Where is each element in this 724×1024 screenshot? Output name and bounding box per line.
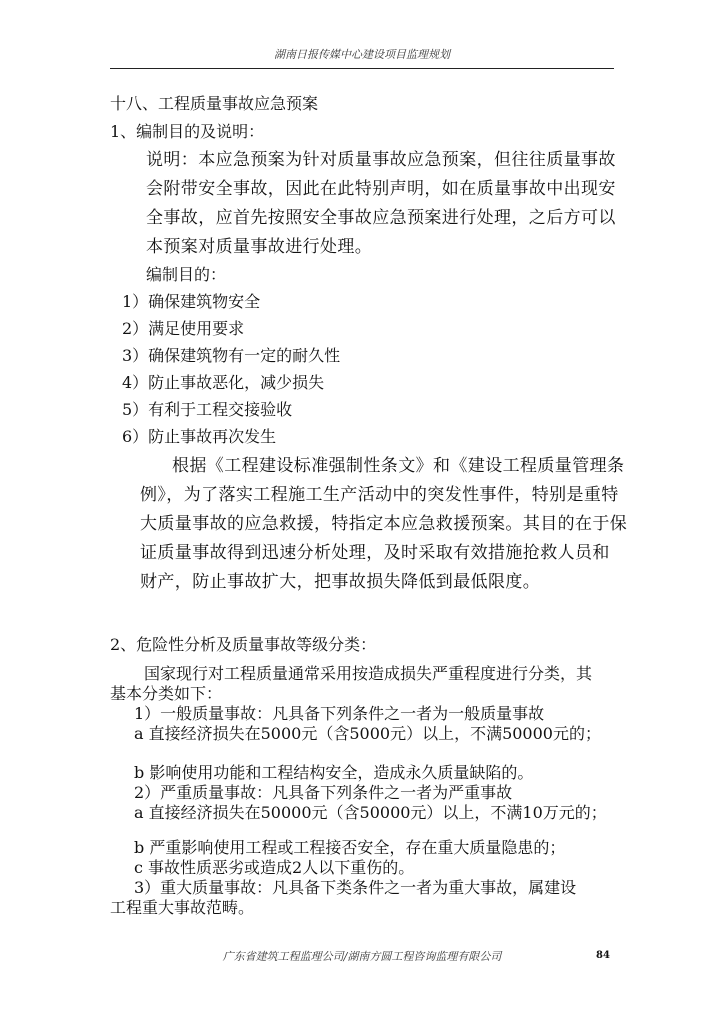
classification-line: 3）重大质量事故：凡具备下类条件之一者为重大事故，属建设 [134,878,577,897]
purpose-item: 6）防止事故再次发生 [122,427,277,446]
purpose-label: 编制目的： [146,265,227,284]
page-number: 84 [596,950,610,961]
classification-line: 工程重大事故范畴。 [110,898,255,917]
basis-line: 例》，为了落实工程施工生产活动中的突发性事件，特别是重特 [140,485,619,505]
purpose-item: 1）确保建筑物安全 [122,292,261,311]
classification-line: b 影响使用功能和工程结构安全，造成永久质量缺陷的。 [134,763,534,782]
classification-line: 2）严重质量事故：凡具备下列条件之一者为严重事故 [134,783,513,802]
section-title: 2、危险性分析及质量事故等级分类： [110,635,377,654]
purpose-item: 5）有利于工程交接验收 [122,400,293,419]
intro-line: 国家现行对工程质量通常采用按造成损失严重程度进行分类，其 [144,664,593,683]
basis-line: 财产，防止事故扩大，把事故损失降低到最低限度。 [140,572,541,592]
page-header: 湖南日报传媒中心建设项目监理规划 [274,48,450,61]
subsection-title: 1、编制目的及说明： [110,122,265,141]
classification-line: a 直接经济损失在5000元（含5000元）以上，不满50000元的； [134,724,601,743]
explanation-line: 全事故，应首先按照安全事故应急预案进行处理，之后方可以 [146,208,616,228]
explanation-line: 本预案对质量事故进行处理。 [146,237,373,257]
purpose-item: 4）防止事故恶化，减少损失 [122,373,325,392]
basis-line: 大质量事故的应急救援，特指定本应急救援预案。其目的在于保 [140,514,628,534]
classification-line: b 严重影响使用工程或工程接否安全，存在重大质量隐患的； [134,838,566,857]
purpose-item: 3）确保建筑物有一定的耐久性 [122,346,341,365]
header-rule [110,68,614,69]
classification-line: 1）一般质量事故：凡具备下列条件之一者为一般质量事故 [134,704,545,723]
basis-line: 根据《工程建设标准强制性条文》和《建设工程质量管理条 [172,456,625,476]
section-title: 十八、工程质量事故应急预案 [110,94,319,113]
classification-line: a 直接经济损失在50000元（含50000元）以上，不满10万元的； [134,803,607,822]
basis-line: 证质量事故得到迅速分析处理，及时采取有效措施抢救人员和 [140,543,610,563]
classification-line: c 事故性质恶劣或造成2人以下重伤的。 [134,858,415,877]
intro-line: 基本分类如下： [110,684,223,703]
explanation-line: 说明：本应急预案为针对质量事故应急预案，但往往质量事故 [146,150,616,170]
explanation-line: 会附带安全事故，因此在此特别声明，如在质量事故中出现安 [146,179,616,199]
page-footer: 广东省建筑工程监理公司/湖南方圆工程咨询监理有限公司 [222,950,502,963]
purpose-item: 2）满足使用要求 [122,319,245,338]
